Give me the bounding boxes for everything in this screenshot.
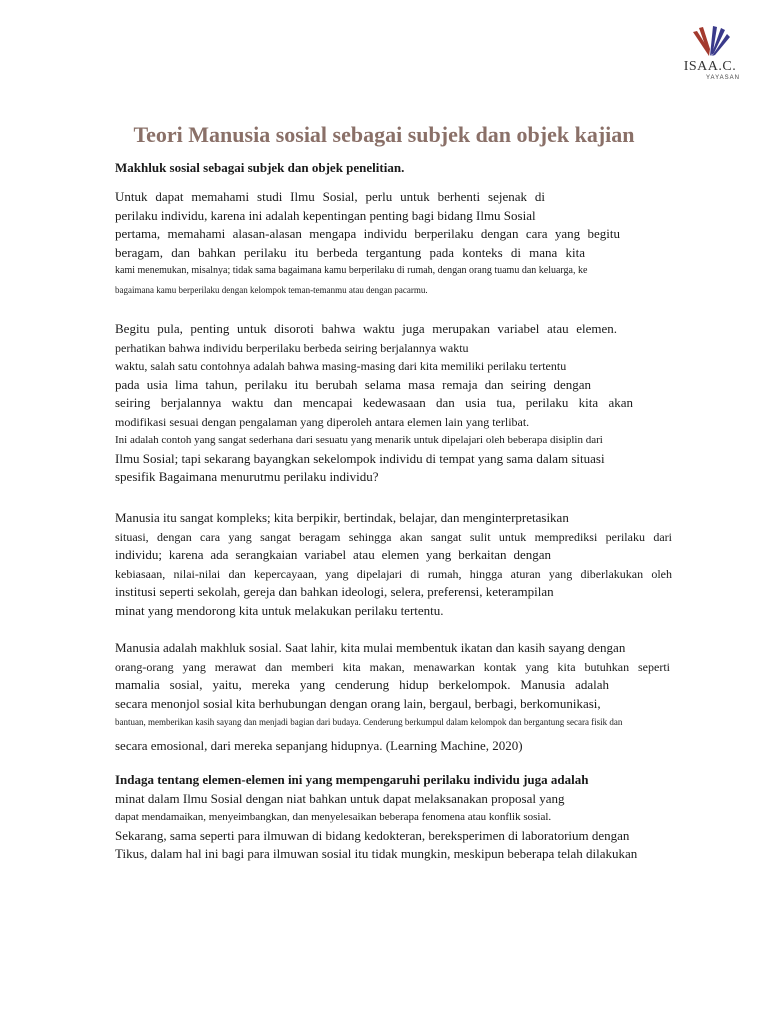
text-line: minat yang mendorong kita untuk melakukan perilaku tertentu. [115,602,444,618]
text-line: bantuan, memberikan kasih sayang dan menjadi bagian dari budaya. Cenderung berkumpul dalam kelompok dan bergantung secara fisik dan [115,717,623,727]
text-line: Manusia adalah makhluk sosial. Saat lahir, kita mulai membentuk ikatan dan kasih sayang dengan [115,640,626,655]
text-line: Begitu pula, penting untuk disoroti bahwa waktu juga merupakan variabel atau elemen. [115,321,617,336]
text-line: waktu, salah satu contohnya adalah bahwa masing-masing dari kita memiliki perilaku tertentu [115,359,567,373]
text-line: Tikus, dalam hal ini bagi para ilmuwan sosial itu tidak mungkin, meskipun beberapa telah dilakukan [115,846,638,861]
text-line: Untuk dapat memahami studi Ilmu Sosial, perlu untuk berhenti sejenak di [115,189,545,204]
paragraph-3 [115,509,675,620]
text-line: Ilmu Sosial; tapi sekarang bayangkan sekelompok individu di tempat yang sama dalam situasi [115,450,605,466]
wing-emblem-icon [687,22,733,58]
text-line: institusi seperti sekolah, gereja dan bahkan ideologi, selera, preferensi, keterampilan [115,584,554,599]
text-line: kami menemukan, misalnya; tidak sama bagaimana kamu berperilaku di rumah, dengan orang tuamu dan keluarga, ke [115,265,588,276]
text-line: secara menonjol sosial kita berhubungan dengan orang lain, bergaul, berbagi, berkomunikasi, [115,695,601,711]
text-line: perilaku individu, karena ini adalah kepentingan penting bagi bidang Ilmu Sosial [115,207,536,223]
text-line: perhatikan bahwa individu berperilaku berbeda seiring berjalannya waktu [115,340,469,355]
text-line: pada usia lima tahun, perilaku itu berubah selama masa remaja dan seiring dengan [115,376,591,392]
text-line: modifikasi sesuai dengan pengalaman yang diperoleh antara elemen lain yang terlibat. [115,414,530,429]
paragraph-5 [115,771,675,864]
text-line: secara emosional, dari mereka sepanjang hidupnya. (Learning Machine, 2020) [115,738,523,753]
paragraph-2 [115,320,675,487]
text-line: orang-orang yang merawat dan memberi kita makan, menawarkan kontak yang kita butuhkan seperti [115,659,670,674]
paragraph-4 [115,639,675,759]
text-line: individu; karena ada serangkaian variabel atau elemen yang berkaitan dengan [115,547,551,562]
text-line: dapat mendamaikan, menyeimbangkan, dan menyelesaikan beberapa fenomena atau konflik sosial. [115,811,552,823]
text-line: minat dalam Ilmu Sosial dengan niat bahkan untuk dapat melaksanakan proposal yang [115,790,565,806]
logo-subtitle: YAYASAN [705,75,740,81]
text-line: spesifik Bagaimana menurutmu perilaku individu? [115,469,379,484]
text-line: beragam, dan bahkan perilaku itu berbeda tergantung pada konteks di mana kita [115,244,585,260]
text-line: Sekarang, sama seperti para ilmuwan di bidang kedokteran, bereksperimen di laboratorium dengan [115,827,630,843]
text-line: pertama, memahami alasan-alasan mengapa individu berperilaku dengan cara yang begitu [115,226,620,241]
text-line: kebiasaan, nilai-nilai dan kepercayaan, yang dipelajari di rumah, hingga aturan yang diberlakukan oleh [115,566,672,581]
yayasan-logo [680,22,740,82]
text-line: situasi, dengan cara yang sangat beragam sehingga akan sangat sulit untuk memprediksi perilaku dari [115,529,672,544]
text-line: Ini adalah contoh yang sangat sederhana dari sesuatu yang menarik untuk dipelajari oleh beberapa disiplin dari [115,434,603,446]
text-line: seiring berjalannya waktu dan mencapai kedewasaan dan usia tua, perilaku kita akan [115,395,633,410]
text-line: Manusia itu sangat kompleks; kita berpikir, bertindak, belajar, dan menginterpretasikan [115,510,569,525]
text-line: mamalia sosial, yaitu, mereka yang cenderung hidup berkelompok. Manusia adalah [115,677,609,692]
paragraph-1 [115,188,675,299]
text-line: Indaga tentang elemen-elemen ini yang mempengaruhi perilaku individu juga adalah [115,772,589,787]
subheading: Makhluk sosial sebagai subjek dan objek penelitian. [115,160,405,175]
logo-name: ISAA.C. [683,59,737,74]
page-title: Teori Manusia sosial sebagai subjek dan objek kajian [133,122,635,147]
text-line: bagaimana kamu berperilaku dengan kelompok teman-temanmu atau dengan pacarmu. [115,284,428,295]
